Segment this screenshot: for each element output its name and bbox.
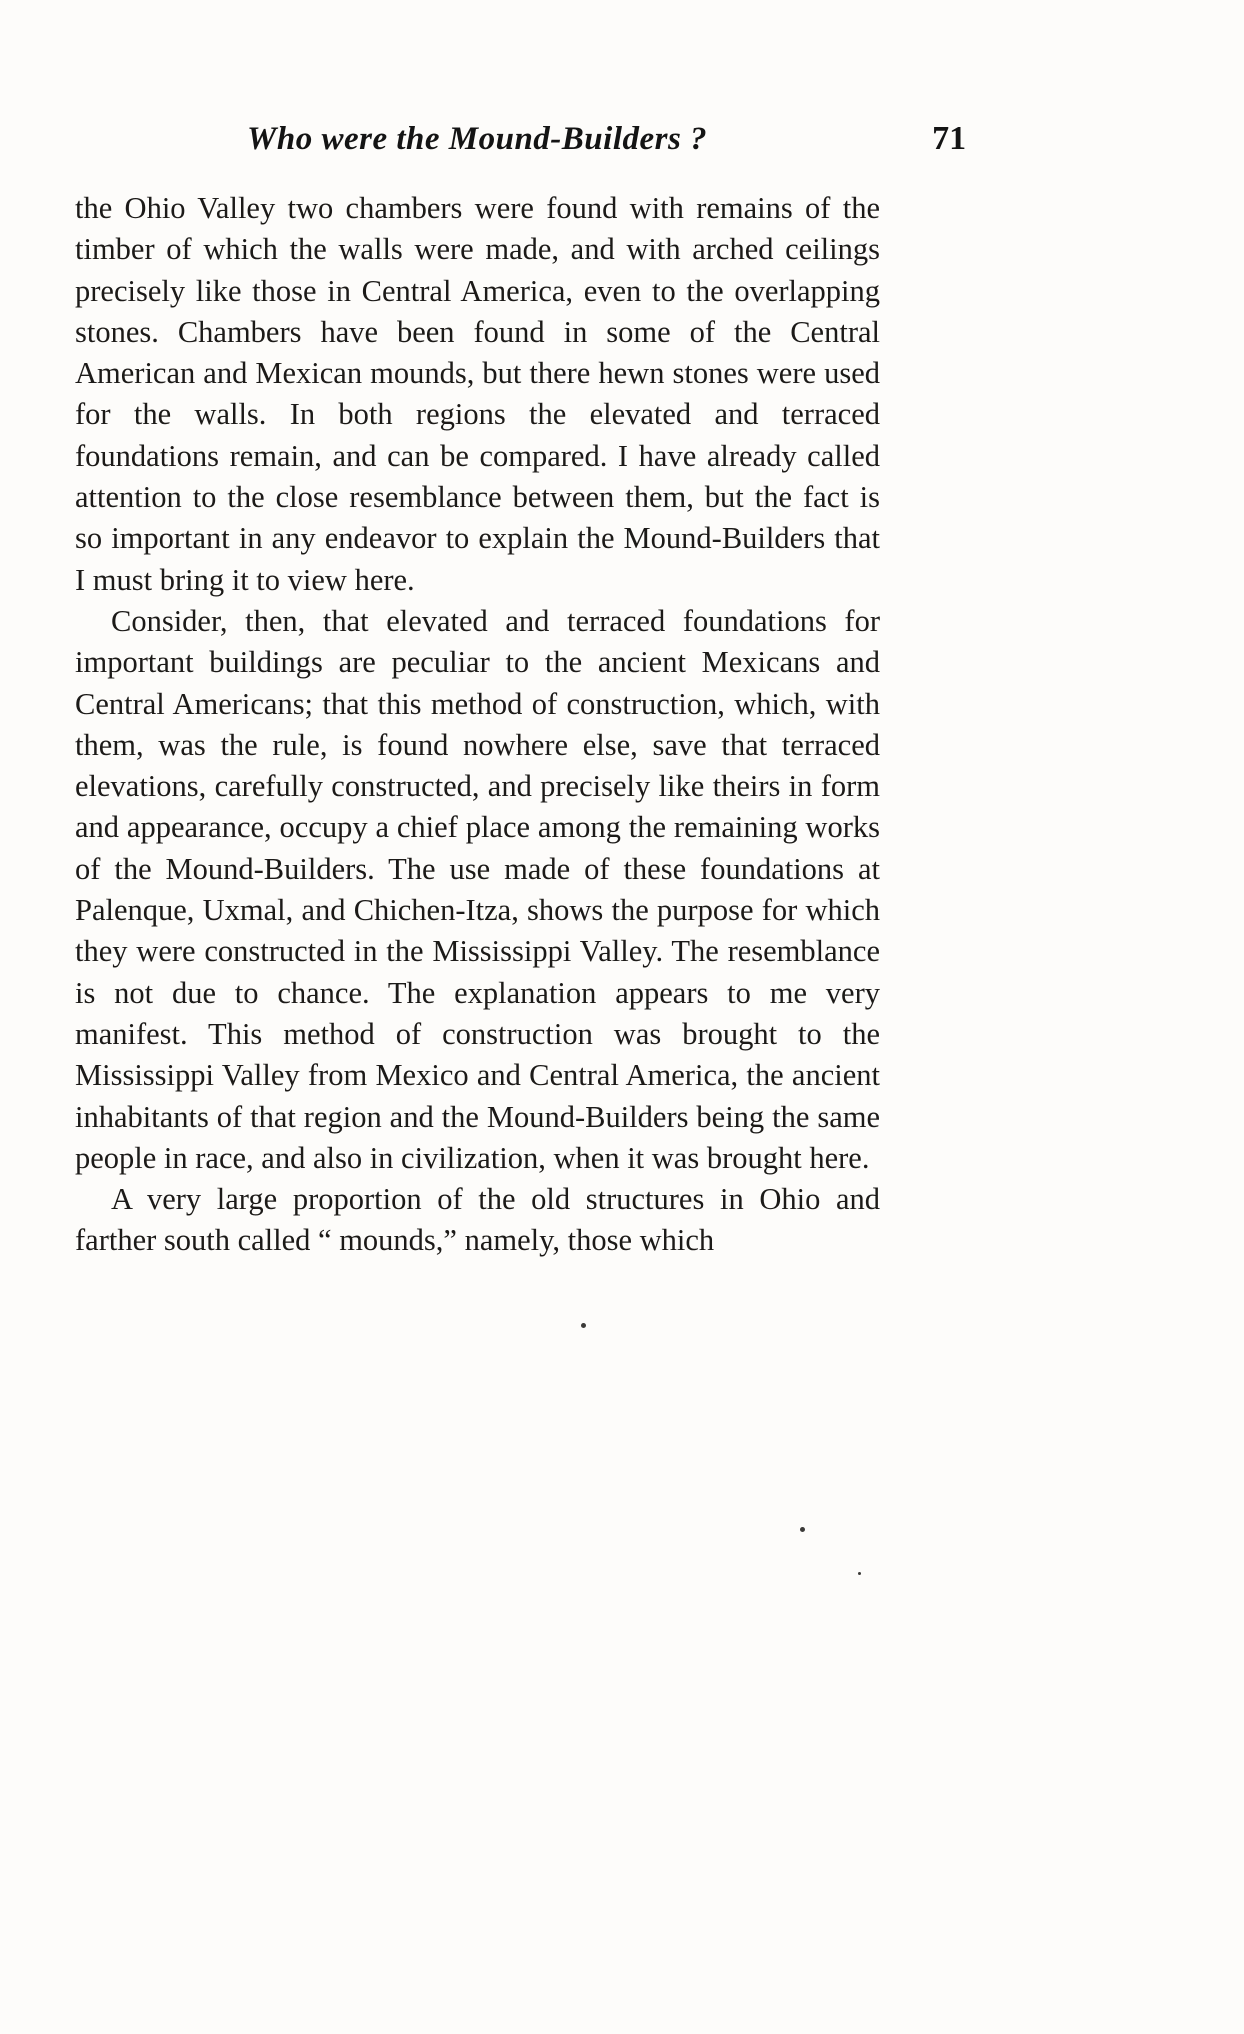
page-number: 71 xyxy=(932,120,967,157)
ink-speck xyxy=(858,1572,861,1575)
ink-speck xyxy=(800,1527,805,1532)
paragraph-3: A very large proportion of the old structures in Ohio and farther south called “ mounds,” namely, those which xyxy=(75,1182,880,1258)
body-text xyxy=(75,188,880,1262)
ink-speck xyxy=(581,1323,586,1328)
paragraph-1: the Ohio Valley two chambers were found with remains of the timber of which the walls were made, and with arched ceilings precisely like those in Central America, even to the overlapping stones. Chambers have been found in some of the Central American and Mexican mounds, but there hewn stones were used for the walls. In both regions the elevated and terraced foundations remain, and can be compared. I have already called attention to the close resemblance between them, but the fact is so important in any endeavor to explain the Mound-Builders that I must bring it to view here. xyxy=(75,191,880,597)
page-header xyxy=(72,120,1172,158)
paragraph-2: Consider, then, that elevated and terraced foundations for important buildings are peculiar to the ancient Mexicans and Central Americans; that this method of construction, which, with them, was the rule, is found nowhere else, save that terraced elevations, carefully constructed, and precisely like theirs in form and appearance, occupy a chief place among the remaining works of the Mound-Builders. The use made of these foundations at Palenque, Uxmal, and Chichen-Itza, shows the purpose for which they were constructed in the Mississippi Valley. The resemblance is not due to chance. The explanation appears to me very manifest. This method of construction was brought to the Mississippi Valley from Mexico and Central America, the ancient inhabitants of that region and the Mound-Builders being the same people in race, and also in civilization, when it was brought here. xyxy=(75,603,880,1175)
running-title: Who were the Mound-Builders ? xyxy=(247,121,708,157)
